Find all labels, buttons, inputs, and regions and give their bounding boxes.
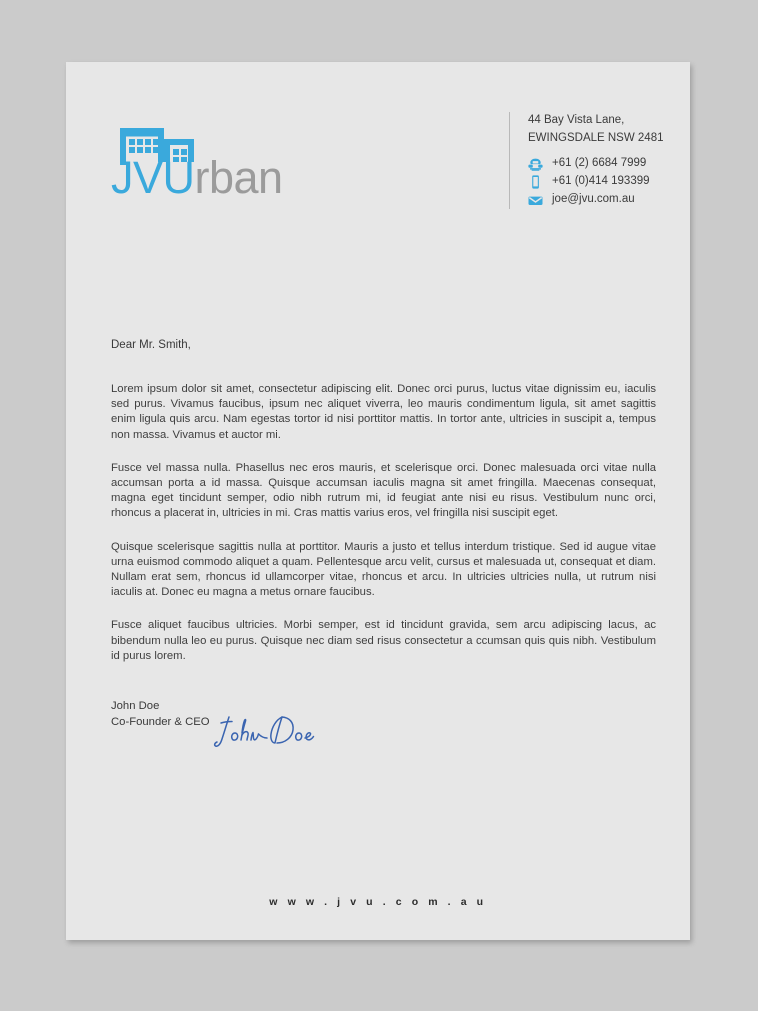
signature-block bbox=[111, 699, 411, 730]
wordmark-secondary: rban bbox=[194, 152, 283, 203]
telephone-icon bbox=[528, 157, 544, 171]
mobile-phone-icon bbox=[528, 175, 544, 189]
letterhead-page bbox=[66, 62, 690, 940]
mobile-number: +61 (0)414 193399 bbox=[552, 175, 650, 188]
body-paragraph: Fusce aliquet faucibus ultricies. Morbi semper, est id tincidunt gravida, sem arcu adipiscing lacus, ac bibendum nulla leo eu purus. Quisque nec diam sed risus consectetur a ccumsan quis quis nibh. Vestibulum id purus lorem. bbox=[111, 619, 656, 662]
brand-wordmark bbox=[111, 152, 283, 203]
signer-name: John Doe bbox=[111, 700, 160, 712]
contact-row-email bbox=[528, 191, 663, 209]
body-paragraph: Quisque scelerisque sagittis nulla at porttitor. Mauris a justo et tellus interdum tristique. Sed id augue vitae urna euismod commodo aliquet a quam. Pellentesque arcu velit, cursus et malesuada ut, consequat et diam. Nullam erat sem, rhoncus id ullamcorper vitae, rhoncus et arcu. In ultricies ultricies nulla, ut rutrum nisi iaculis at. Donec eu magna a metus ornare faucibus. bbox=[111, 540, 656, 599]
envelope-icon bbox=[528, 193, 544, 207]
handwritten-signature bbox=[211, 709, 316, 751]
contact-block bbox=[509, 112, 663, 209]
letter-body bbox=[111, 339, 656, 664]
contact-rows bbox=[528, 155, 663, 209]
contact-row-phone bbox=[528, 155, 663, 173]
letterhead-header bbox=[66, 62, 690, 222]
body-paragraph: Fusce vel massa nulla. Phasellus nec eros mauris, et scelerisque orci. Donec malesuada orci vitae nulla accumsan porta a id massa. Quisque accumsan iaculis magna sit amet fringilla. Maecenas consequat, magna eget tincidunt semper, odio nibh rutrum mi, id feugiat ante nisi eu risus. Vestibulum nunc orci, rhoncus a placerat in, ultricies in mi. Cras mattis varius eros, vel fringilla nisi suscipit eget. bbox=[111, 461, 656, 520]
address-line-1: 44 Bay Vista Lane, bbox=[528, 114, 625, 126]
signer-title: Co-Founder & CEO bbox=[111, 715, 210, 728]
body-paragraph: Lorem ipsum dolor sit amet, consectetur adipiscing elit. Donec orci purus, luctus vitae dignissim eu, iaculis sed purus. Vivamus faucibus, ipsum nec aliquet viverra, leo mauris condimentum ligula, sit amet sagittis enim ligula quis arcu. Nam egestas tortor id nisi porttitor mattis. In tortor ante, ultricies in suscipit a, tempus non massa. Vivamus et auctor mi. bbox=[111, 383, 656, 441]
address-line-2: EWINGSDALE NSW 2481 bbox=[528, 131, 664, 144]
email-address: joe@jvu.com.au bbox=[552, 193, 635, 206]
salutation: Dear Mr. Smith, bbox=[111, 339, 191, 351]
letterhead-footer bbox=[66, 892, 690, 910]
wordmark-primary: JVU bbox=[111, 152, 195, 203]
phone-number: +61 (2) 6684 7999 bbox=[552, 157, 647, 170]
website-url: w w w . j v u . c o m . a u bbox=[269, 896, 487, 908]
contact-row-mobile bbox=[528, 173, 663, 191]
